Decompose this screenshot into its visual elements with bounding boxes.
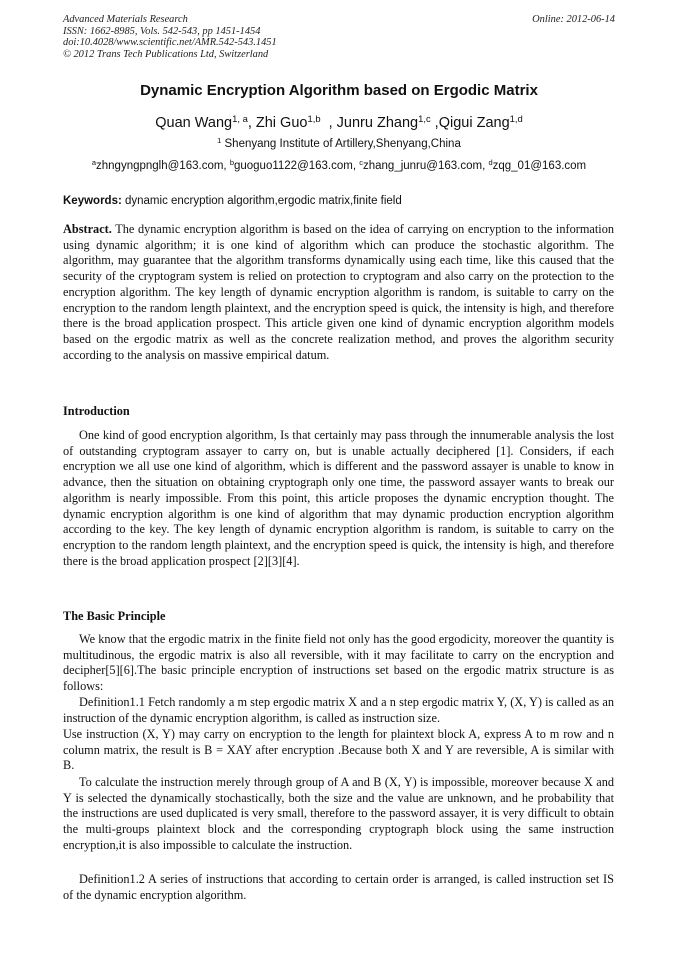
copyright-line: © 2012 Trans Tech Publications Ltd, Switzerland: [63, 48, 269, 60]
section-heading-introduction: Introduction: [63, 404, 130, 418]
section-heading-basic-principle: The Basic Principle: [63, 609, 166, 623]
email-address: guoguo1122@163.com: [233, 160, 353, 172]
instruction-usage-paragraph: Use instruction (X, Y) may carry on encryption to the length for plaintext block A, express A to m row and n column matrix, the result is B = XAY after encryption .Because both X and Y are reversible, A is similar with B.: [63, 727, 614, 773]
keywords-label: Keywords:: [63, 195, 122, 207]
affiliation-text: Shenyang Institute of Artillery,Shenyang,China: [224, 138, 461, 150]
abstract-text: The dynamic encryption algorithm is based on the idea of carrying on encryption to the information using dynamic algorithm; it is one kind of algorithm which can produce the stochastic algorithm. The algorithm, may guarantee that the algorithm transforms dynamically using each time, like this caused that the security of the cryptogram system is relied on protection to cryptogram and also carry on the protection to the encryption algorithm. The key length of dynamic encryption algorithm is random, is suitable to carry on the encryption to the random length plaintext, and the encryption speed is quick, the intensity is high, and therefore there is the broad application prospect. This article given one kind of dynamic encryption algorithm models based on the ergodic matrix as well as the concrete realization method, and proves the algorithm security according to the analysis on massive empirical datum.: [63, 222, 614, 362]
journal-header: [63, 14, 615, 60]
issn-line: ISSN: 1662-8985, Vols. 542-543, pp 1451-1454: [63, 25, 261, 37]
email-list: $^a$zhngyngpnglh@163.com, $^b$guoguo1122@163.com, $^c$zhang_junru@163.com, $^d$zqg_01@163.com: [91, 157, 587, 172]
author-name: Junru Zhang: [336, 115, 419, 131]
email-marker: d: [488, 157, 493, 167]
keywords-text: dynamic encryption algorithm,ergodic matrix,finite field: [125, 195, 402, 207]
keywords: [63, 195, 615, 207]
introduction-paragraph: One kind of good encryption algorithm, Is that certainly may pass through the innumerable analysis the lost of outstanding cryptogram assayer to carry on, but is unable actually deciphered [1]. Considers, if each encryption we all use one kind of algorithm, which is different and the password assayer is unable to know in advance, then the situation on obtaining cryptograph only one time, the password assayer wants to break our algorithm is nearly impossible. From this point, this article proposes the dynamic encryption thought. The dynamic encryption algorithm is one kind of algorithm that may dynamic production encryption algorithm according to the key. The key length of dynamic encryption algorithm is random, is suitable to carry on the encryption to the random length plaintext, and the encryption speed is quick, the intensity is high, and therefore there is the broad application prospect [2][3][4].: [63, 428, 614, 568]
email-marker: a: [91, 157, 97, 167]
email-address: zhang_junru@163.com: [362, 160, 483, 172]
definition-1-2: Definition1.2 A series of instructions that according to certain order is arranged, is called instruction set IS of the dynamic encryption algorithm.: [63, 872, 614, 902]
doi-line: doi:10.4028/www.scientific.net/AMR.542-543.1451: [63, 37, 277, 49]
author-affiliation-marker: 1, a: [232, 112, 248, 124]
email-address: zqg_01@163.com: [492, 160, 587, 172]
author-affiliation-marker: 1,c: [418, 112, 431, 124]
author-affiliation-marker: 1,d: [509, 112, 523, 124]
definition-1-1: Definition1.1 Fetch randomly a m step ergodic matrix X and a n step ergodic matrix Y, (X, Y) is called as an instruction of the dynamic encryption algorithm, is called as instruction size.: [63, 695, 614, 725]
affiliation: [0, 135, 678, 150]
author-name: Qigui Zang: [438, 115, 510, 131]
email-marker: b: [229, 157, 234, 167]
journal-name: Advanced Materials Research: [63, 14, 188, 25]
email-address: zhngyngpnglh@163.com: [96, 160, 224, 172]
author-name: Zhi Guo: [255, 115, 308, 131]
basic-principle-paragraph: We know that the ergodic matrix in the finite field not only has the good ergodicity, moreover the quantity is multitudinous, the ergodic matrix is also all reversible, with it may facilitate to carry on the encryption and decipher[5][6].The basic principle encryption of instructions set based on the ergodic matrix structure is as follows:: [63, 632, 614, 694]
affiliation-marker: 1: [217, 135, 222, 145]
online-date: Online: 2012-06-14: [532, 14, 615, 25]
instruction-security-paragraph: To calculate the instruction merely through group of A and B (X, Y) is impossible, moreover because X and Y is selected the dynamically stochastically, both the size and the value are unknown, and he probability that the instructions are used duplicated is very small, therefore to the password assayer, it is very difficult to obtain the multi-groups plaintext block and the corresponding cryptograph block using the same instruction encryption,it is also impossible to calculate the instruction.: [63, 775, 614, 852]
email-marker: c: [359, 157, 363, 167]
paper-title: Dynamic Encryption Algorithm based on Ergodic Matrix: [140, 82, 538, 99]
author-name: Quan Wang: [155, 115, 233, 131]
author-affiliation-marker: 1,b: [307, 112, 321, 124]
author-list: Quan Wang$^{1, a}$, Zhi Guo$^{1,b}$ , Junru Zhang$^{1,c}$ ,Qigui Zang$^{1,d}$: [155, 112, 523, 131]
abstract: [63, 222, 614, 363]
abstract-label: Abstract.: [63, 222, 112, 236]
